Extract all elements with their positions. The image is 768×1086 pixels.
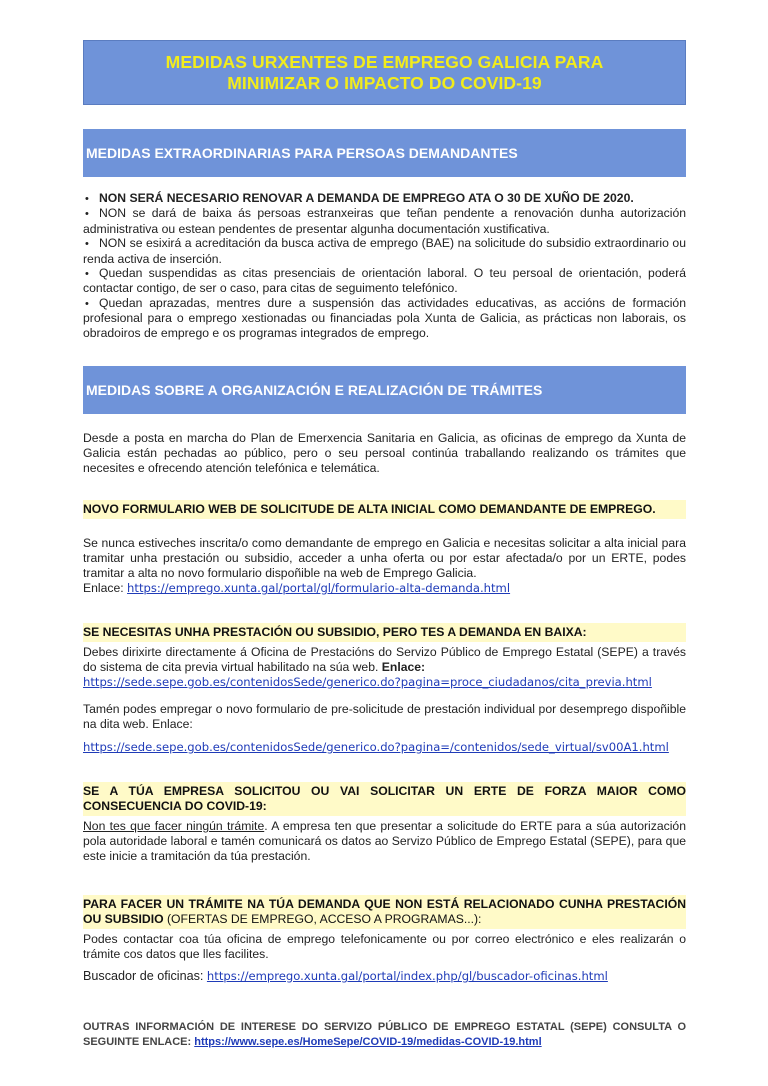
block-body-presolicitude: Tamén podes empregar o novo formulario de pre-solicitude de prestación individual por desemprego dispoñible na dita web. Enlace: bbox=[83, 702, 686, 731]
title-banner bbox=[83, 40, 686, 105]
block-body-tramite: Podes contactar coa túa oficina de emprego telefonicamente ou por correo electrónico e eles realizarán o trámite cos datos que lles facilites. bbox=[83, 932, 686, 961]
buscador-oficinas-link[interactable]: https://emprego.xunta.gal/portal/index.php/gl/buscador-oficinas.html bbox=[206, 969, 608, 983]
formulario-alta-link[interactable]: https://emprego.xunta.gal/portal/gl/formulario-alta-demanda.html bbox=[127, 581, 511, 595]
block-body-erte: Non tes que facer ningún trámite. A empresa ten que presentar a solicitude do ERTE para a súa autorización pola autoridade laboral e tamén comunicará os datos ao Servizo Público de Emprego Estatal (SEPE), para que este inicie a tramitación da túa prestación. bbox=[83, 819, 686, 863]
list-item: • NON SERÁ NECESARIO RENOVAR A DEMANDA DE EMPREGO ATA O 30 DE XUÑO DE 2020. bbox=[85, 191, 634, 205]
list-item: • Quedan suspendidas as citas presenciais de orientación laboral. O teu persoal de orientación, poderá contactar contigo, de ser o caso, para citas de seguimento telefónico. bbox=[83, 266, 686, 296]
footer-note: OUTRAS INFORMACIÓN DE INTERESE DO SERVIZO PÚBLICO DE EMPREGO ESTATAL (SEPE) CONSULTA O SEGUINTE ENLACE: https://www.sepe.es/HomeSepe/COVID-19/medidas-COVID-19.html bbox=[83, 1021, 686, 1048]
block-body-prestacion: Debes dirixirte directamente á Oficina de Prestacións do Servizo Público de Emprego Estatal (SEPE) a través do sistema de cita previa virtual habilitado na súa web. Enlace: https://sede.sepe.gob.es/contenidosSede/generico.do?pagina=proce_ciudadanos/cita_previa.html bbox=[83, 645, 686, 689]
section-heading-demandantes: MEDIDAS EXTRAORDINARIAS PARA PERSOAS DEMANDANTES bbox=[83, 129, 686, 177]
cita-previa-link[interactable]: https://sede.sepe.gob.es/contenidosSede/generico.do?pagina=proce_ciudadanos/cita_previa.html bbox=[83, 675, 652, 689]
bullet-icon: • bbox=[85, 268, 89, 281]
presolicitude-link[interactable]: https://sede.sepe.gob.es/contenidosSede/generico.do?pagina=/contenidos/sede_virtual/sv00A1.html bbox=[83, 740, 669, 754]
bullet-icon: • bbox=[85, 193, 89, 205]
section-heading-tramites: MEDIDAS SOBRE A ORGANIZACIÓN E REALIZACIÓN DE TRÁMITES bbox=[83, 366, 686, 414]
title-line-1: MEDIDAS URXENTES DE EMPREGO GALICIA PARA bbox=[165, 51, 604, 72]
block-heading-erte: SE A TÚA EMPRESA SOLICITOU OU VAI SOLICITAR UN ERTE DE FORZA MAIOR COMO CONSECUENCIA DO COVID-19: bbox=[83, 782, 686, 816]
list-item: • NON se esixirá a acreditación da busca activa de emprego (BAE) na solicitude do subsidio extraordinario ou renda activa de inserción. bbox=[83, 236, 686, 266]
block-body-formulario: Se nunca estiveches inscrita/o como demandante de emprego en Galicia e necesitas solicitar a alta inicial para tramitar unha prestación ou subsidio, acceder a unha oferta ou por estar afectada/o por un ERTE, podes tramitar a alta no novo formulario dispoñible na web de Emprego Galicia. Enlace: https://emprego.xunta.gal/portal/gl/formulario-alta-demanda.html bbox=[83, 536, 686, 595]
title-line-2: MINIMIZAR O IMPACTO DO COVID-19 bbox=[227, 72, 542, 93]
block-heading-prestacion: SE NECESITAS UNHA PRESTACIÓN OU SUBSIDIO, PERO TES A DEMANDA EN BAIXA: bbox=[83, 623, 686, 642]
intro-paragraph: Desde a posta en marcha do Plan de Emerxencia Sanitaria en Galicia, as oficinas de emprego da Xunta de Galicia están pechadas ao público, pero o seu persoal continúa traballando realizando os trámites que necesites e ofrecendo atención telefónica e telemática. bbox=[83, 431, 686, 475]
bullet-icon: • bbox=[85, 238, 89, 251]
measures-list bbox=[83, 191, 686, 340]
block-heading-tramite: PARA FACER UN TRÁMITE NA TÚA DEMANDA QUE NON ESTÁ RELACIONADO CUNHA PRESTACIÓN OU SUBSIDIO (OFERTAS DE EMPREGO, ACCESO A PROGRAMAS...): bbox=[83, 895, 686, 929]
oficinas-row: Buscador de oficinas: https://emprego.xunta.gal/portal/index.php/gl/buscador-oficinas.html bbox=[83, 969, 608, 983]
bullet-icon: • bbox=[85, 208, 89, 221]
list-item: • Quedan aprazadas, mentres dure a suspensión das actividades educativas, as accións de formación profesional para o emprego xestionadas ou financiadas pola Xunta de Galicia, as prácticas non laborais, os obradoiros de emprego e os programas integrados de emprego. bbox=[83, 295, 686, 340]
bullet-icon: • bbox=[85, 297, 89, 310]
presolicitude-link-row bbox=[83, 740, 686, 755]
sepe-covid-link[interactable]: https://www.sepe.es/HomeSepe/COVID-19/medidas-COVID-19.html bbox=[194, 1036, 542, 1048]
block-heading-formulario: NOVO FORMULARIO WEB DE SOLICITUDE DE ALTA INICIAL COMO DEMANDANTE DE EMPREGO. bbox=[83, 500, 686, 519]
list-item: • NON se dará de baixa ás persoas estranxeiras que teñan pendente a renovación dunha autorización administrativa ou estean pendentes de presentar algunha documentación xustificativa. bbox=[83, 206, 686, 236]
